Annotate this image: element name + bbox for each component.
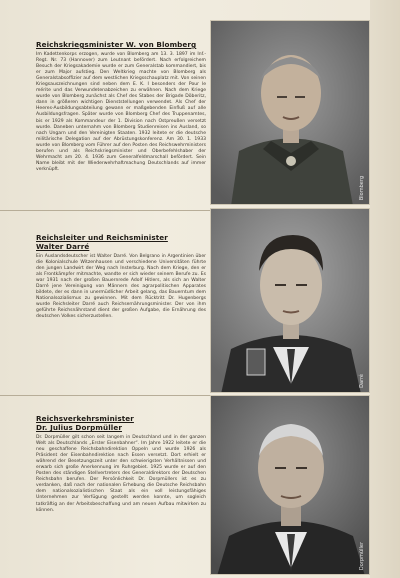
section-dorpmueller <box>36 414 206 514</box>
section-body: Im Kadettenkorps erzogen, wurde von Blomberg am 13. 3. 1897 im Inf.-Regt. Nr. 73 (Hannover) zum Leutnant befördert. Nach erfolgreichem Besuch der Kriegsakademie wurde er zum Generalstab kommandiert, bis er zum Major aufstieg. Den Weltkrieg machte von Blomberg als Generalstabsoffizier auf dem westlichen Kriegsschauplatz mit. Von seinen Kriegsauszeichnungen sind neben dem E. K. I besonders der Pour le mérite und das Verwundetenabzeichen zu erwähnen. Nach dem Kriege wurde von Blomberg zunächst als Chef des Stabes der Brigade Döberitz, dann in größeren wichtigen Dienststellungen verwendet. Als Chef der Heeres-Ausbildungsabteilung gewann er maßgebenden Einfluß auf alle Ausbildungsfragen. Später wurde von Blomberg Chef des Truppenamtes, bis er 1929 als Kommandeur der 1. Division nach Ostpreußen versetzt wurde. Daneben unternahm von Blomberg Studienreisen ins Ausland, so nach Ungarn und den Vereinigten Staaten. 1932 leitete er die deutsche militärische Delegation auf der Abrüstungskonferenz. Am 30. 1. 1933 wurde von Blomberg vom Führer auf den Posten des Reichswehrministers berufen und als Reichskriegsminister und Oberbefehlshaber der Wehrmacht am 20. 4. 1936 zum Generalfeldmarschall befördert. Sein Name bleibt mit der Wiederwehrhaftmachung Deutschlands auf immer verknüpft. <box>36 52 206 172</box>
page-margin <box>370 0 400 578</box>
section-heading: Reichsleiter und Reichsminister <box>36 233 168 242</box>
photo-caption: Darré <box>359 374 365 388</box>
portrait-image <box>211 396 370 575</box>
photo-caption: Dorpmüller <box>359 541 365 570</box>
photo-darre <box>210 208 370 393</box>
section-blomberg <box>36 40 206 173</box>
section-heading: Reichskriegsminister W. von Blomberg <box>36 40 197 49</box>
section-body: Ein Auslandsdeutscher ist Walter Darré. Von Belgrano in Argentinien über die Kolonialschule Witzenhausen und verschiedene Universitäten führte den jungen Landwirt der Weg nach Insterburg. Nach dem Kriege, den er als Frontkämpfer mitmachte, wandte er sich wieder seinem Berufe zu. Es war 1931 nach der großen Bauernrede Adolf Hitlers, als sich an Walter Darré jene Vereinigung von Männern des agrarpolitischen Apparates bildete, der es dann in unermüdlicher Arbeit gelang, das Bauerntum dem Nationalsozialismus zu gewinnen. Mit dem Rücktritt Dr. Hugenbergs wurde Reichsleiter Darré auch Reichsernährungsminister. Der von ihm geführte Reichsnährstand dient der großen Aufgabe, die Ernährung des deutschen Volkes sicherzustellen. <box>36 254 206 320</box>
portrait-image <box>211 21 370 205</box>
photo-dorpmueller <box>210 395 370 575</box>
section-divider <box>0 395 210 396</box>
section-heading-name: Dr. Julius Dorpmüller <box>36 423 122 432</box>
portrait-image <box>211 209 370 393</box>
section-divider <box>0 210 210 211</box>
section-darre <box>36 233 206 321</box>
section-body: Dr. Dorpmüller gilt schon seit langem in Deutschland und in der ganzen Welt als Deutschlands „Erster Eisenbahner“. Im Jahre 1922 leitete er die neu geschaffene Reichsbahndirektion Oppeln und wurde 1926 als Präsident der Eisenbahndirektion nach Essen versetzt. Dort erhielt er während der Besetzungszeit unter den schwierigsten Verhältnissen und erwarb sich große Anerkennung im Ruhrgebiet. 1925 wurde er auf den Posten des ständigen Stellvertreters des Generaldirektors der Deutschen Reichsbahn berufen. Der Persönlichkeit Dr. Dorpmüllers ist es zu verdanken, daß nach der nationalen Erhebung die Deutsche Reichsbahn dem nationalsozialistischen Staat als ein voll leistungsfähiges Unternehmen zur Verfügung gestellt werden konnte, um sogleich tatkräftig an der Arbeitsbeschaffung und am neuen Aufbau mitwirken zu können. <box>36 435 206 513</box>
photo-blomberg <box>210 20 370 205</box>
photo-caption: Blomberg <box>359 175 365 200</box>
section-heading: Reichsverkehrsminister <box>36 414 134 423</box>
section-heading-name: Walter Darré <box>36 242 90 251</box>
